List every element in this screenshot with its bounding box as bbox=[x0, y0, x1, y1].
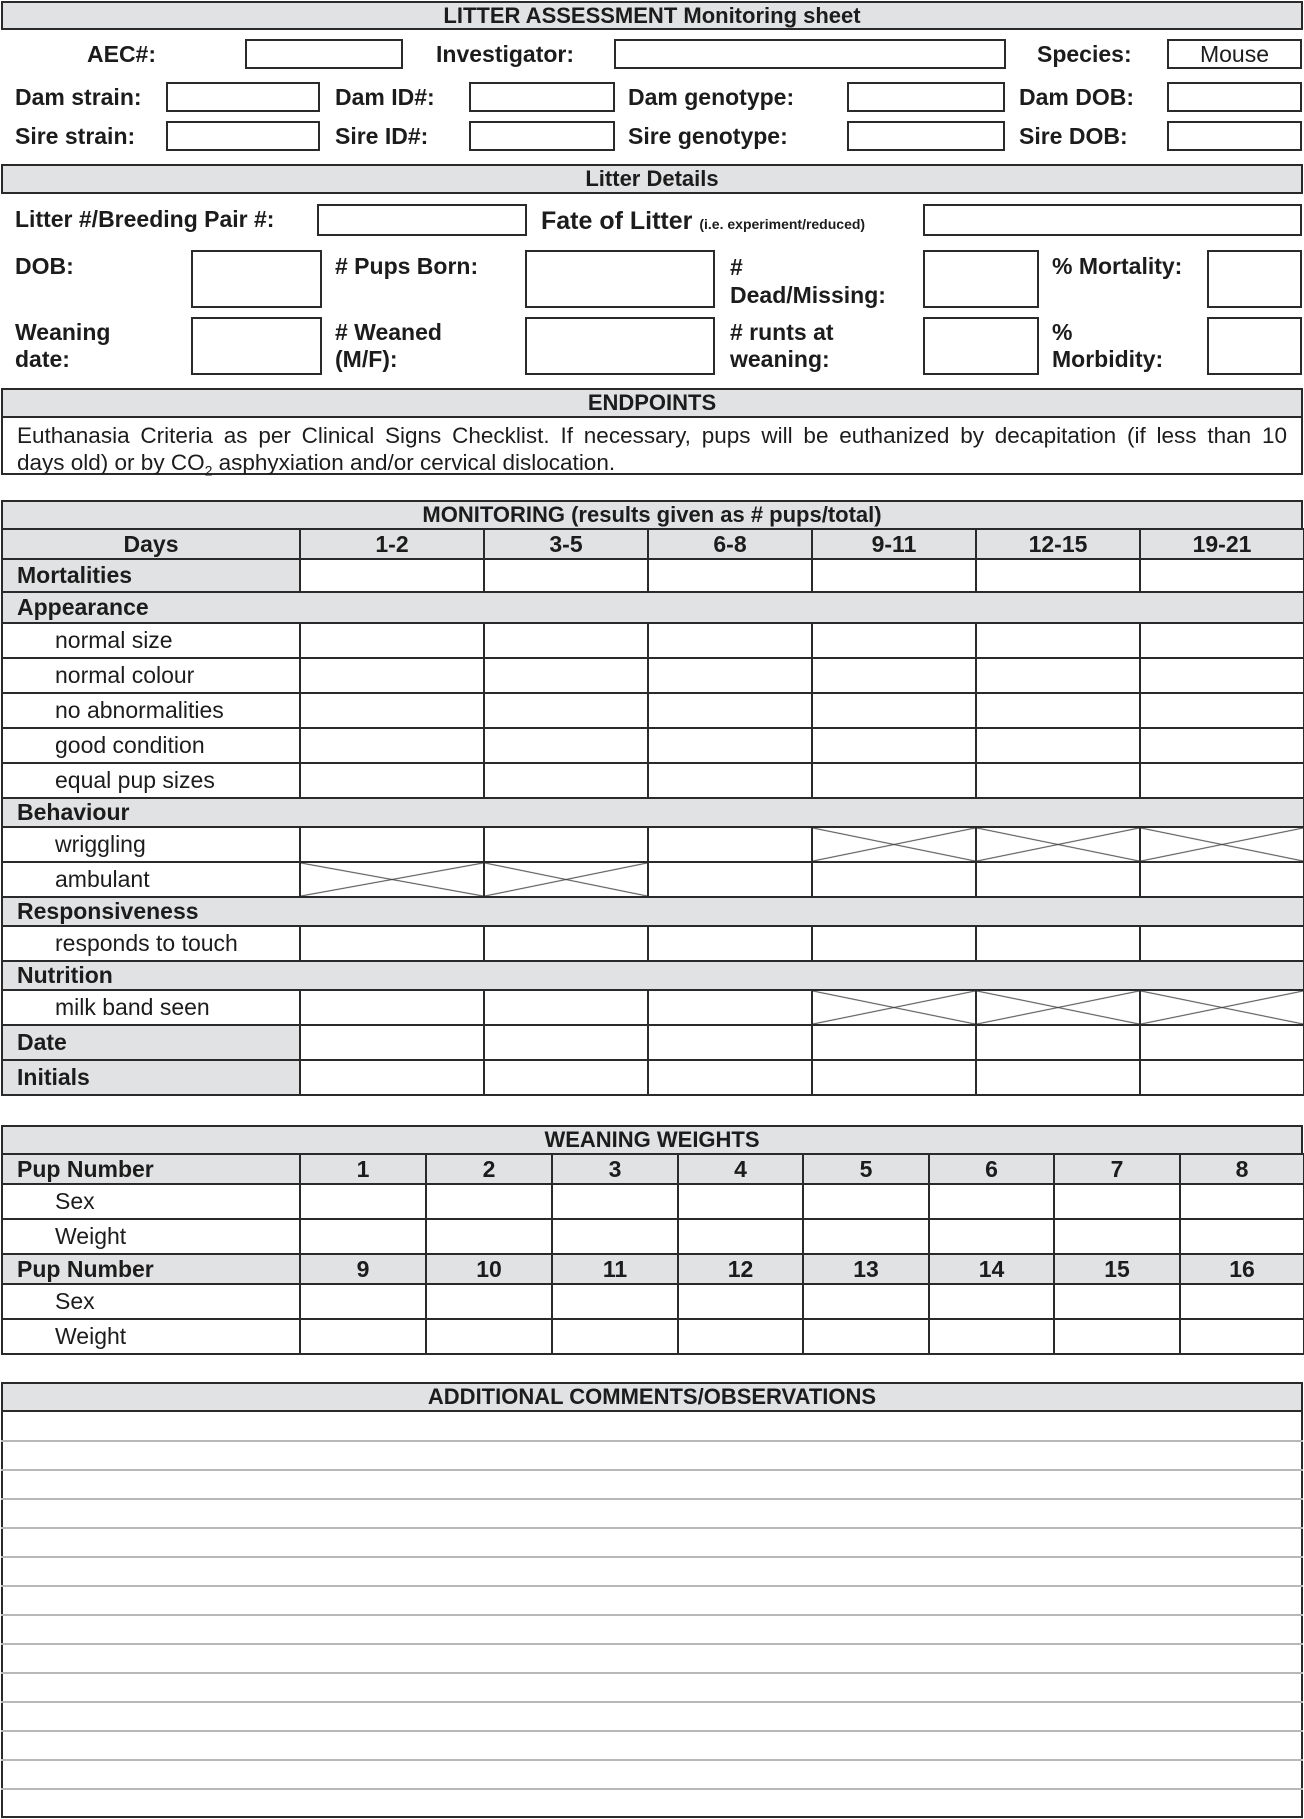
entry-cell[interactable] bbox=[976, 926, 1140, 961]
entry-cell[interactable] bbox=[648, 728, 812, 763]
entry-cell[interactable] bbox=[300, 728, 484, 763]
comment-line bbox=[1, 1498, 1303, 1500]
crossed-out-cell bbox=[976, 990, 1140, 1025]
monitoring-row bbox=[2, 693, 1304, 728]
initials-row bbox=[2, 1060, 1304, 1095]
entry-cell[interactable] bbox=[976, 693, 1140, 728]
entry-cell[interactable] bbox=[803, 1184, 929, 1219]
sire-strain-field[interactable] bbox=[166, 121, 320, 151]
pup-number: 2 bbox=[426, 1154, 552, 1184]
monitoring-row bbox=[2, 827, 1304, 862]
comment-line bbox=[1, 1556, 1303, 1558]
crossed-out-cell bbox=[812, 990, 976, 1025]
pup-number-row bbox=[2, 1154, 1304, 1184]
pup-number: 5 bbox=[803, 1154, 929, 1184]
entry-cell[interactable] bbox=[812, 763, 976, 798]
entry-cell[interactable] bbox=[648, 827, 812, 862]
weaning-date-field[interactable] bbox=[191, 317, 322, 375]
runts-label: # runts at weaning: bbox=[730, 319, 834, 372]
entry-cell[interactable] bbox=[1140, 862, 1304, 897]
sire-strain-label: Sire strain: bbox=[15, 123, 136, 149]
day-range: 6-8 bbox=[648, 529, 812, 559]
responsiveness-label: Responsiveness bbox=[2, 897, 1304, 926]
date-row bbox=[2, 1025, 1304, 1060]
entry-cell[interactable] bbox=[648, 559, 812, 592]
entry-cell[interactable] bbox=[484, 559, 648, 592]
entry-cell[interactable] bbox=[300, 559, 484, 592]
weaning-weights-title: WEANING WEIGHTS bbox=[1, 1125, 1303, 1155]
litter-details-title: Litter Details bbox=[1, 164, 1303, 194]
weight-row bbox=[2, 1219, 1304, 1254]
entry-cell[interactable] bbox=[1140, 728, 1304, 763]
weight-row bbox=[2, 1319, 1304, 1354]
dob-field[interactable] bbox=[191, 250, 322, 308]
sire-dob-label: Sire DOB: bbox=[1019, 123, 1128, 149]
weight-label: Weight bbox=[2, 1319, 300, 1354]
entry-cell[interactable] bbox=[1054, 1319, 1180, 1354]
entry-cell[interactable] bbox=[976, 1060, 1140, 1095]
entry-cell[interactable] bbox=[648, 1025, 812, 1060]
pup-number: 15 bbox=[1054, 1254, 1180, 1284]
sire-genotype-field[interactable] bbox=[847, 121, 1005, 151]
entry-cell[interactable] bbox=[976, 559, 1140, 592]
entry-cell[interactable] bbox=[484, 728, 648, 763]
crossed-out-cell bbox=[484, 862, 648, 897]
aec-label: AEC#: bbox=[87, 41, 157, 67]
runts-field[interactable] bbox=[923, 317, 1039, 375]
fate-hint: (i.e. experiment/reduced) bbox=[699, 216, 866, 232]
entry-cell[interactable] bbox=[300, 1184, 426, 1219]
morbidity-field[interactable] bbox=[1207, 317, 1302, 375]
pup-number: 1 bbox=[300, 1154, 426, 1184]
dam-dob-field[interactable] bbox=[1167, 82, 1302, 112]
pups-born-label: # Pups Born: bbox=[335, 253, 479, 279]
pup-number: 13 bbox=[803, 1254, 929, 1284]
entry-cell[interactable] bbox=[803, 1319, 929, 1354]
crossed-out-cell bbox=[300, 862, 484, 897]
dam-id-field[interactable] bbox=[469, 82, 615, 112]
monitoring-row bbox=[2, 623, 1304, 658]
entry-cell[interactable] bbox=[1140, 559, 1304, 592]
crossed-out-cell bbox=[976, 827, 1140, 862]
entry-cell[interactable] bbox=[1140, 693, 1304, 728]
equal-pup-sizes-label: equal pup sizes bbox=[2, 763, 300, 798]
sex-label: Sex bbox=[2, 1184, 300, 1219]
appearance-section-row bbox=[2, 592, 1304, 623]
milk-band-seen-label: milk band seen bbox=[2, 990, 300, 1025]
entry-cell[interactable] bbox=[484, 658, 648, 693]
dam-id-label: Dam ID#: bbox=[335, 84, 435, 110]
entry-cell[interactable] bbox=[300, 763, 484, 798]
entry-cell[interactable] bbox=[300, 1025, 484, 1060]
initials-label: Initials bbox=[2, 1060, 300, 1095]
dam-strain-field[interactable] bbox=[166, 82, 320, 112]
entry-cell[interactable] bbox=[1140, 926, 1304, 961]
monitoring-table bbox=[1, 528, 1304, 1096]
entry-cell[interactable] bbox=[812, 658, 976, 693]
entry-cell[interactable] bbox=[648, 862, 812, 897]
entry-cell[interactable] bbox=[812, 623, 976, 658]
entry-cell[interactable] bbox=[300, 827, 484, 862]
endpoints-title: ENDPOINTS bbox=[1, 388, 1303, 418]
days-label: Days bbox=[2, 529, 300, 559]
entry-cell[interactable] bbox=[678, 1319, 803, 1354]
monitoring-title: MONITORING (results given as # pups/total) bbox=[1, 500, 1303, 530]
sire-dob-field[interactable] bbox=[1167, 121, 1302, 151]
entry-cell[interactable] bbox=[300, 1319, 426, 1354]
fate-field[interactable] bbox=[923, 204, 1302, 236]
aec-field[interactable] bbox=[245, 39, 403, 69]
litter-number-field[interactable] bbox=[317, 204, 527, 236]
investigator-label: Investigator: bbox=[436, 41, 575, 67]
entry-cell[interactable] bbox=[484, 926, 648, 961]
monitoring-row bbox=[2, 926, 1304, 961]
entry-cell[interactable] bbox=[648, 926, 812, 961]
species-field[interactable]: Mouse bbox=[1167, 39, 1302, 69]
pup-number: 10 bbox=[426, 1254, 552, 1284]
pup-number: 14 bbox=[929, 1254, 1054, 1284]
entry-cell[interactable] bbox=[300, 658, 484, 693]
entry-cell[interactable] bbox=[648, 763, 812, 798]
ambulant-label: ambulant bbox=[2, 862, 300, 897]
endpoints-line-2: days old) or by $CO_2$ asphyxiation and/or cervical dislocation. bbox=[17, 450, 616, 479]
entry-cell[interactable] bbox=[648, 623, 812, 658]
comment-line bbox=[1, 1701, 1303, 1703]
entry-cell[interactable] bbox=[484, 1025, 648, 1060]
entry-cell[interactable] bbox=[803, 1284, 929, 1319]
responsiveness-section-row bbox=[2, 897, 1304, 926]
day-range: 12-15 bbox=[976, 529, 1140, 559]
good-condition-label: good condition bbox=[2, 728, 300, 763]
entry-cell[interactable] bbox=[812, 1025, 976, 1060]
dead-missing-label: # Dead/Missing: bbox=[730, 254, 886, 308]
endpoints-text bbox=[1, 416, 1303, 479]
entry-cell[interactable] bbox=[1180, 1284, 1304, 1319]
dead-missing-field[interactable] bbox=[923, 250, 1039, 308]
sheet-title: LITTER ASSESSMENT Monitoring sheet bbox=[1, 1, 1303, 30]
day-range: 9-11 bbox=[812, 529, 976, 559]
dam-strain-label: Dam strain: bbox=[15, 84, 142, 110]
species-label: Species: bbox=[1037, 41, 1132, 67]
entry-cell[interactable] bbox=[812, 693, 976, 728]
entry-cell[interactable] bbox=[552, 1219, 678, 1254]
entry-cell[interactable] bbox=[300, 1219, 426, 1254]
comment-line bbox=[1, 1585, 1303, 1587]
entry-cell[interactable] bbox=[812, 728, 976, 763]
pup-number: 11 bbox=[552, 1254, 678, 1284]
weaned-label: # Weaned (M/F): bbox=[335, 319, 442, 372]
entry-cell[interactable] bbox=[648, 693, 812, 728]
entry-cell[interactable] bbox=[426, 1219, 552, 1254]
entry-cell[interactable] bbox=[812, 559, 976, 592]
sex-row bbox=[2, 1284, 1304, 1319]
mortalities-label: Mortalities bbox=[2, 559, 300, 592]
crossed-out-cell bbox=[1140, 990, 1304, 1025]
investigator-field[interactable] bbox=[614, 39, 1006, 69]
pups-born-field[interactable] bbox=[525, 250, 715, 308]
no-abnormalities-label: no abnormalities bbox=[2, 693, 300, 728]
comment-line bbox=[1, 1440, 1303, 1442]
nutrition-label: Nutrition bbox=[2, 961, 1304, 990]
comment-line bbox=[1, 1469, 1303, 1471]
entry-cell[interactable] bbox=[678, 1219, 803, 1254]
entry-cell[interactable] bbox=[929, 1219, 1054, 1254]
entry-cell[interactable] bbox=[300, 623, 484, 658]
comment-line bbox=[1, 1730, 1303, 1732]
comment-line bbox=[1, 1643, 1303, 1645]
responds-to-touch-label: responds to touch bbox=[2, 926, 300, 961]
entry-cell[interactable] bbox=[678, 1284, 803, 1319]
day-range: 1-2 bbox=[300, 529, 484, 559]
pup-number-row bbox=[2, 1254, 1304, 1284]
entry-cell[interactable] bbox=[484, 990, 648, 1025]
sex-label: Sex bbox=[2, 1284, 300, 1319]
entry-cell[interactable] bbox=[1054, 1284, 1180, 1319]
comment-line bbox=[1, 1527, 1303, 1529]
entry-cell[interactable] bbox=[300, 1060, 484, 1095]
litter-number-label: Litter #/Breeding Pair #: bbox=[15, 206, 275, 232]
entry-cell[interactable] bbox=[1180, 1319, 1304, 1354]
pup-number: 3 bbox=[552, 1154, 678, 1184]
monitoring-row bbox=[2, 862, 1304, 897]
day-range: 19-21 bbox=[1140, 529, 1304, 559]
entry-cell[interactable] bbox=[976, 862, 1140, 897]
pup-number-label: Pup Number bbox=[2, 1154, 300, 1184]
entry-cell[interactable] bbox=[484, 623, 648, 658]
entry-cell[interactable] bbox=[1140, 1025, 1304, 1060]
entry-cell[interactable] bbox=[484, 763, 648, 798]
entry-cell[interactable] bbox=[484, 693, 648, 728]
days-header-row bbox=[2, 529, 1304, 559]
entry-cell[interactable] bbox=[484, 1060, 648, 1095]
comment-line bbox=[1, 1614, 1303, 1616]
comment-line bbox=[1, 1672, 1303, 1674]
entry-cell[interactable] bbox=[426, 1284, 552, 1319]
entry-cell[interactable] bbox=[648, 990, 812, 1025]
entry-cell[interactable] bbox=[929, 1284, 1054, 1319]
entry-cell[interactable] bbox=[300, 990, 484, 1025]
entry-cell[interactable] bbox=[976, 728, 1140, 763]
entry-cell[interactable] bbox=[300, 693, 484, 728]
entry-cell[interactable] bbox=[1140, 623, 1304, 658]
entry-cell[interactable] bbox=[552, 1284, 678, 1319]
comment-line bbox=[1, 1759, 1303, 1761]
entry-cell[interactable] bbox=[484, 827, 648, 862]
pup-number: 16 bbox=[1180, 1254, 1304, 1284]
weight-label: Weight bbox=[2, 1219, 300, 1254]
sire-genotype-label: Sire genotype: bbox=[628, 123, 788, 149]
date-label: Date bbox=[2, 1025, 300, 1060]
dam-genotype-field[interactable] bbox=[847, 82, 1005, 112]
mortality-field[interactable] bbox=[1207, 250, 1302, 308]
wriggling-label: wriggling bbox=[2, 827, 300, 862]
monitoring-row bbox=[2, 763, 1304, 798]
entry-cell[interactable] bbox=[976, 623, 1140, 658]
weaning-weights-table bbox=[1, 1153, 1304, 1355]
entry-cell[interactable] bbox=[1140, 658, 1304, 693]
pup-number-label: Pup Number bbox=[2, 1254, 300, 1284]
pup-number: 9 bbox=[300, 1254, 426, 1284]
entry-cell[interactable] bbox=[976, 763, 1140, 798]
dob-label: DOB: bbox=[15, 253, 74, 279]
normal-size-label: normal size bbox=[2, 623, 300, 658]
day-range: 3-5 bbox=[484, 529, 648, 559]
entry-cell[interactable] bbox=[648, 1060, 812, 1095]
pup-number: 12 bbox=[678, 1254, 803, 1284]
nutrition-section-row bbox=[2, 961, 1304, 990]
mortalities-row bbox=[2, 559, 1304, 592]
morbidity-label: % Morbidity: bbox=[1052, 319, 1164, 372]
entry-cell[interactable] bbox=[1180, 1184, 1304, 1219]
entry-cell[interactable] bbox=[1054, 1219, 1180, 1254]
comment-line bbox=[1, 1788, 1303, 1790]
pup-number: 8 bbox=[1180, 1154, 1304, 1184]
behaviour-section-row bbox=[2, 798, 1304, 827]
pup-number: 4 bbox=[678, 1154, 803, 1184]
mortality-label: % Mortality: bbox=[1052, 253, 1183, 279]
entry-cell[interactable] bbox=[426, 1319, 552, 1354]
sire-id-label: Sire ID#: bbox=[335, 123, 429, 149]
weaning-date-label: Weaning date: bbox=[15, 319, 111, 372]
normal-colour-label: normal colour bbox=[2, 658, 300, 693]
entry-cell[interactable] bbox=[812, 1060, 976, 1095]
entry-cell[interactable] bbox=[929, 1184, 1054, 1219]
entry-cell[interactable] bbox=[678, 1184, 803, 1219]
crossed-out-cell bbox=[1140, 827, 1304, 862]
monitoring-row bbox=[2, 728, 1304, 763]
fate-label: Fate of Litter (i.e. experiment/reduced) bbox=[541, 207, 866, 235]
monitoring-row bbox=[2, 990, 1304, 1025]
pup-number: 6 bbox=[929, 1154, 1054, 1184]
entry-cell[interactable] bbox=[648, 658, 812, 693]
crossed-out-cell bbox=[812, 827, 976, 862]
entry-cell[interactable] bbox=[1054, 1184, 1180, 1219]
entry-cell[interactable] bbox=[552, 1184, 678, 1219]
entry-cell[interactable] bbox=[300, 926, 484, 961]
appearance-label: Appearance bbox=[2, 592, 1304, 623]
entry-cell[interactable] bbox=[1140, 763, 1304, 798]
entry-cell[interactable] bbox=[1140, 1060, 1304, 1095]
entry-cell[interactable] bbox=[803, 1219, 929, 1254]
dam-genotype-label: Dam genotype: bbox=[628, 84, 795, 110]
entry-cell[interactable] bbox=[976, 658, 1140, 693]
entry-cell[interactable] bbox=[552, 1319, 678, 1354]
entry-cell[interactable] bbox=[812, 926, 976, 961]
weaned-field[interactable] bbox=[525, 317, 715, 375]
sex-row bbox=[2, 1184, 1304, 1219]
entry-cell[interactable] bbox=[300, 1284, 426, 1319]
sire-id-field[interactable] bbox=[469, 121, 615, 151]
entry-cell[interactable] bbox=[812, 862, 976, 897]
entry-cell[interactable] bbox=[426, 1184, 552, 1219]
monitoring-row bbox=[2, 658, 1304, 693]
endpoints-line-1: Euthanasia Criteria as per Clinical Signs Checklist. If necessary, pups will be euthanized by decapitation (if less than 10 bbox=[17, 423, 1287, 448]
dam-dob-label: Dam DOB: bbox=[1019, 84, 1135, 110]
entry-cell[interactable] bbox=[1180, 1219, 1304, 1254]
comments-title: ADDITIONAL COMMENTS/OBSERVATIONS bbox=[1, 1382, 1303, 1412]
behaviour-label: Behaviour bbox=[2, 798, 1304, 827]
entry-cell[interactable] bbox=[976, 1025, 1140, 1060]
entry-cell[interactable] bbox=[929, 1319, 1054, 1354]
pup-number: 7 bbox=[1054, 1154, 1180, 1184]
